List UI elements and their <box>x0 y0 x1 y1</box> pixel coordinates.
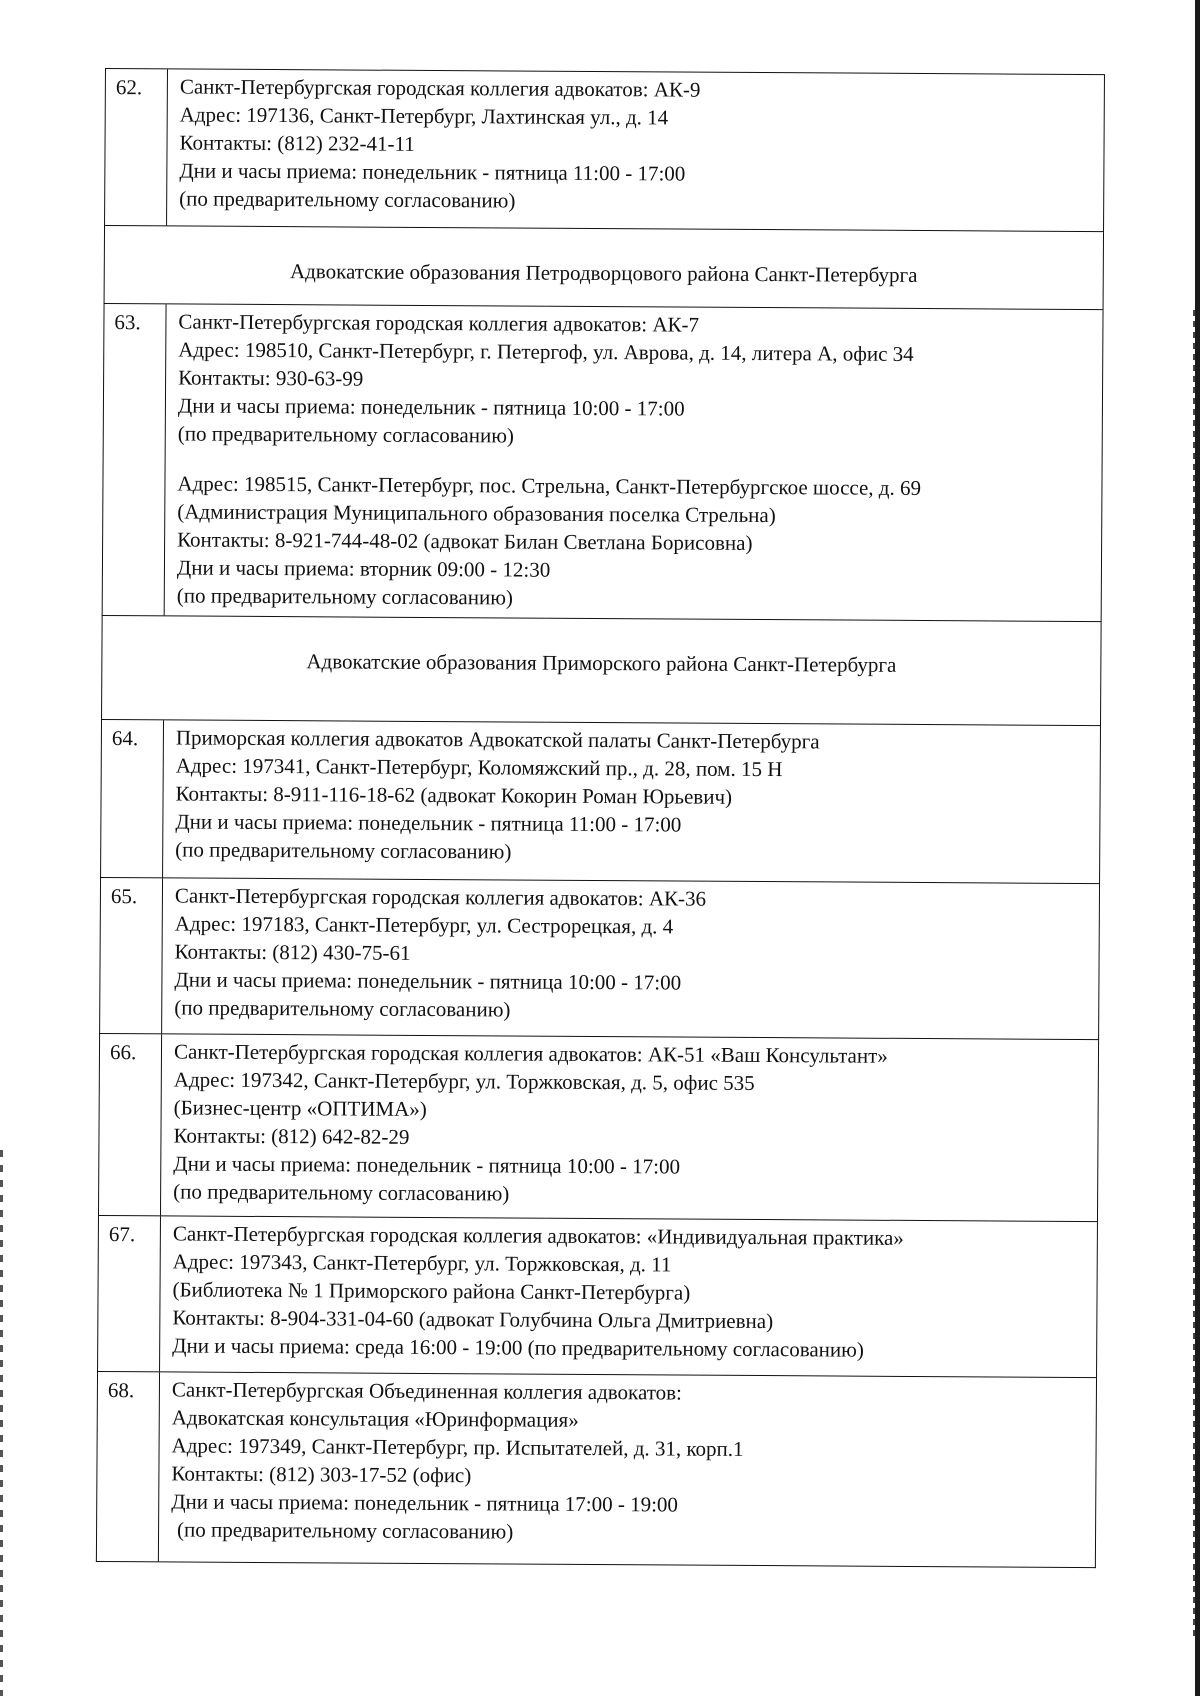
entry-note: (по предварительному согласованию) <box>173 1179 510 1206</box>
entry-name: Санкт-Петербургская Объединенная коллегия адвокатов: <box>171 1377 682 1405</box>
entry-address-second: Адрес: 198515, Санкт-Петербург, пос. Стрельна, Санкт-Петербургское шоссе, д. 69 <box>177 471 922 500</box>
entry-place: (Бизнес-центр «ОПТИМА») <box>173 1095 427 1121</box>
entry-hours: Дни и часы приема: понедельник - пятница 10:00 - 17:00 <box>177 393 685 421</box>
entry-contacts: Контакты: (812) 642-82-29 <box>173 1123 410 1149</box>
entry-contacts-second: Контакты: 8-921-744-48-02 (адвокат Билан Светлана Борисовна) <box>177 527 753 555</box>
entry-place: (Библиотека № 1 Приморского района Санкт-Петербурга) <box>172 1277 691 1305</box>
table-row-68 <box>96 1372 1097 1568</box>
entry-address: Адрес: 197183, Санкт-Петербург, ул. Сестрорецкая, д. 4 <box>174 911 674 939</box>
entry-note-second: (по предварительному согласованию) <box>176 583 514 610</box>
entry-name: Санкт-Петербургская городская коллегия адвокатов: АК-36 <box>174 883 707 911</box>
entry-name: Санкт-Петербургская городская коллегия адвокатов: «Индивидуальная практика» <box>172 1221 904 1250</box>
entry-name: Санкт-Петербургская городская коллегия адвокатов: АК-51 «Ваш Консультант» <box>173 1039 888 1068</box>
scan-edge-left <box>0 1150 3 1696</box>
entry-details <box>160 1216 1097 1377</box>
entry-note: (по предварительному согласованию) <box>179 186 516 213</box>
entry-contacts: Контакты: (812) 232-41-11 <box>179 130 415 156</box>
entry-contacts: Контакты: (812) 303-17-52 (офис) <box>171 1461 472 1488</box>
entry-hours: Дни и часы приема: понедельник - пятница 11:00 - 17:00 <box>179 158 686 186</box>
entry-note: (по предварительному согласованию) <box>177 1517 514 1544</box>
row-number: 67. <box>98 1216 161 1371</box>
row-number: 68. <box>97 1372 160 1561</box>
row-number: 62. <box>105 69 168 225</box>
entry-address: Адрес: 197349, Санкт-Петербург, пр. Испытателей, д. 31, корп.1 <box>171 1433 744 1461</box>
row-number: 64. <box>101 720 164 877</box>
entry-hours: Дни и часы приема: понедельник - пятница 17:00 - 19:00 <box>171 1489 679 1517</box>
entry-hours-second: Дни и часы приема: вторник 09:00 - 12:30 <box>176 555 551 582</box>
table-row-67 <box>97 1216 1098 1378</box>
entry-contacts: Контакты: 8-904-331-04-60 (адвокат Голубчина Ольга Дмитриевна) <box>172 1305 774 1334</box>
entry-contacts: Контакты: 930-63-99 <box>178 365 364 391</box>
entry-note: (по предварительному согласованию) <box>174 995 511 1022</box>
entry-details <box>163 720 1100 883</box>
entry-hours: Дни и часы приема: понедельник - пятница 11:00 - 17:00 <box>175 809 682 837</box>
section-heading-petrodvorets <box>104 226 1104 310</box>
entry-hours: Дни и часы приема: понедельник - пятница 10:00 - 17:00 <box>174 967 682 995</box>
entry-name: Приморская коллегия адвокатов Адвокатской палаты Санкт-Петербурга <box>175 725 820 754</box>
entry-address: Адрес: 197136, Санкт-Петербург, Лахтинская ул., д. 14 <box>179 102 669 130</box>
table-row-65 <box>99 878 1100 1040</box>
entry-hours: Дни и часы приема: среда 16:00 - 19:00 (по предварительному согласованию) <box>172 1333 864 1362</box>
entry-place-second: (Администрация Муниципального образования поселка Стрельна) <box>177 499 776 528</box>
entry-name: Санкт-Петербургская городская коллегия адвокатов: АК-9 <box>179 74 701 102</box>
entry-details <box>161 1034 1098 1221</box>
entry-name-second: Адвокатская консультация «Юринформация» <box>171 1405 579 1432</box>
entry-address: Адрес: 198510, Санкт-Петербург, г. Петергоф, ул. Аврова, д. 14, литера А, офис 34 <box>178 337 914 366</box>
entry-details <box>162 878 1099 1039</box>
table-row-64 <box>100 720 1101 884</box>
lawyers-table <box>96 68 1105 1568</box>
entry-address: Адрес: 197343, Санкт-Петербург, ул. Торжковская, д. 11 <box>172 1249 672 1277</box>
entry-details <box>167 69 1104 231</box>
entry-details <box>165 304 1103 621</box>
table-row-62 <box>104 68 1105 232</box>
table-row-63 <box>102 304 1104 622</box>
entry-address: Адрес: 197342, Санкт-Петербург, ул. Торжковская, д. 5, офис 535 <box>173 1067 755 1095</box>
entry-hours: Дни и часы приема: понедельник - пятница 10:00 - 17:00 <box>173 1151 681 1179</box>
row-number: 63. <box>103 304 167 615</box>
row-number: 65. <box>100 878 163 1033</box>
entry-name: Санкт-Петербургская городская коллегия адвокатов: АК-7 <box>178 309 700 337</box>
entry-note: (по предварительному согласованию) <box>175 837 512 864</box>
entry-details <box>159 1372 1096 1567</box>
entry-contacts: Контакты: (812) 430-75-61 <box>174 939 411 965</box>
section-heading-primorsky <box>101 616 1102 726</box>
entry-address: Адрес: 197341, Санкт-Петербург, Коломяжский пр., д. 28, пом. 15 Н <box>175 753 783 782</box>
row-number: 66. <box>99 1034 162 1215</box>
section-title: Адвокатские образования Приморского района Санкт-Петербурга <box>306 649 897 677</box>
table-row-66 <box>98 1034 1099 1222</box>
entry-contacts: Контакты: 8-911-116-18-62 (адвокат Кокорин Роман Юрьевич) <box>175 781 733 809</box>
section-title: Адвокатские образования Петродворцового района Санкт-Петербурга <box>289 259 918 287</box>
entry-note: (по предварительному согласованию) <box>177 421 515 448</box>
scan-edge-right <box>1195 0 1200 1696</box>
